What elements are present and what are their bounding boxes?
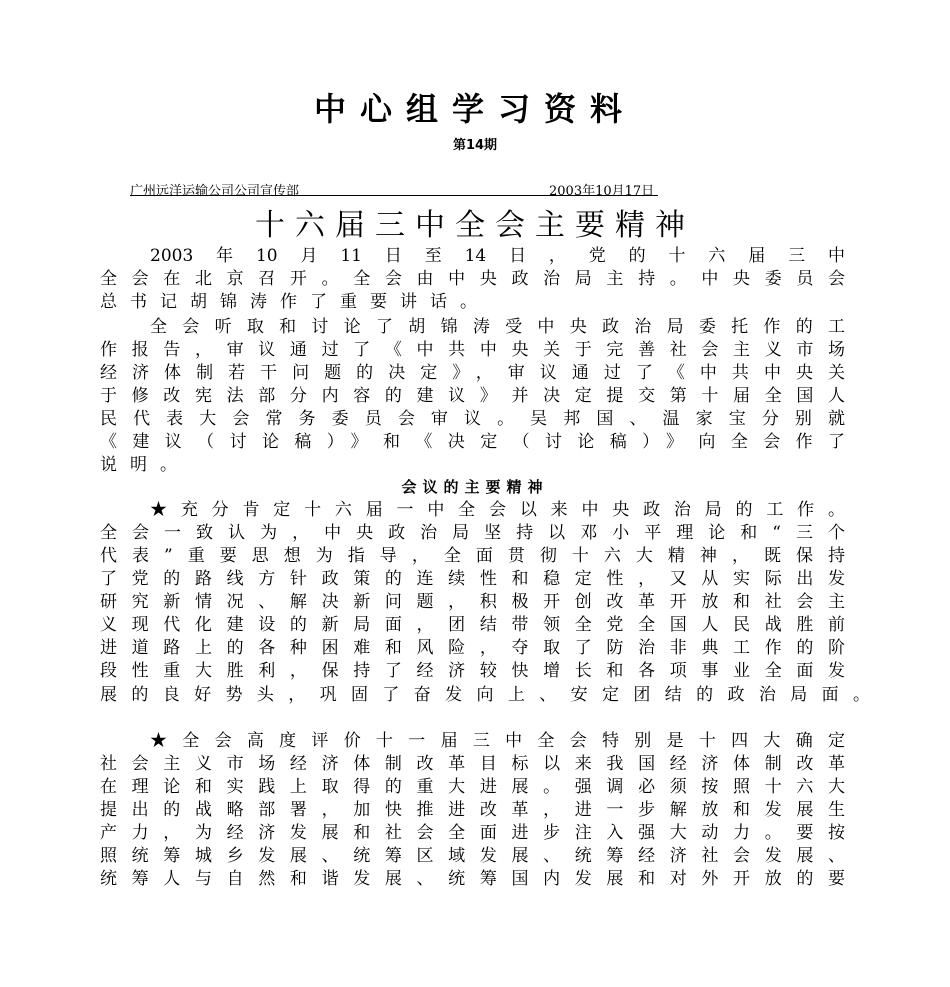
body-line: 作报告，审议通过了《中共中央关于完善社会主义市场 [100,340,845,360]
body-line: 《建议（讨论稿）》和《决定（讨论稿）》向全会作了 [100,432,845,452]
body-line: 说明。 [100,455,190,475]
body-line: 全会在北京召开。全会由中央政治局主持。中央委员会 [100,269,845,289]
body-line: 统筹人与自然和谐发展、统筹国内发展和对外开放的要 [100,869,845,889]
body-line: ★全会高度评价十一届三中全会特别是十四大确定 [150,731,845,751]
body-line: 2003年10月11日至14日，党的十六届三中 [150,246,845,266]
body-line: 义现代化建设的新局面，团结带领全党全国人民战胜前 [100,615,845,635]
section-title: 会议的主要精神 [401,478,549,496]
body-line: ★充分肯定十六届一中全会以来中央政治局的工作。 [150,500,845,520]
body-line: 展的良好势头，巩固了奋发向上、安定团结的政治局面。 [100,685,870,705]
publisher-name: 广州远洋运输公司公司宣传部 [130,184,300,199]
body-line: 全会听取和讨论了胡锦涛受中央政治局委托作的工 [150,317,845,337]
body-line: 经济体制若干问题的决定》，审议通过了《中共中央关 [100,363,845,383]
publish-date: 2003年10月17日 [549,184,655,199]
body-line: 了党的路线方针政策的连续性和稳定性，又从实际出发 [100,569,845,589]
body-line: 进道路上的各种困难和风险，夺取了防治非典工作的阶 [100,638,845,658]
body-line: 代表”重要思想为指导，全面贯彻十六大精神，既保持 [100,546,845,566]
header-rule [130,195,658,196]
body-line: 总书记胡锦涛作了重要讲话。 [100,292,490,312]
article-headline: 十六届三中全会主要精神 [255,208,695,243]
body-line: 全会一致认为，中央政治局坚持以邓小平理论和“三个 [100,523,845,543]
body-line: 社会主义市场经济体制改革目标以来我国经济体制改革 [100,754,845,774]
body-line: 提出的战略部署，加快推进改革，进一步解放和发展生 [100,800,845,820]
body-line: 产力，为经济发展和社会全面进步注入强大动力。要按 [100,823,845,843]
body-line: 照统筹城乡发展、统筹区域发展、统筹经济社会发展、 [100,846,845,866]
body-line: 民代表大会常务委员会审议。吴邦国、温家宝分别就 [100,409,845,429]
body-line: 研究新情况、解决新问题，积极开创改革开放和社会主 [100,592,845,612]
body-line: 于修改宪法部分内容的建议》并决定提交第十届全国人 [100,386,845,406]
document-title: 中心组学习资料 [313,90,636,128]
body-line: 段性重大胜利，保持了经济较快增长和各项事业全面发 [100,661,845,681]
issue-number: 第14期 [452,138,498,153]
body-line: 在理论和实践上取得的重大进展。强调必须按照十六大 [100,777,845,797]
